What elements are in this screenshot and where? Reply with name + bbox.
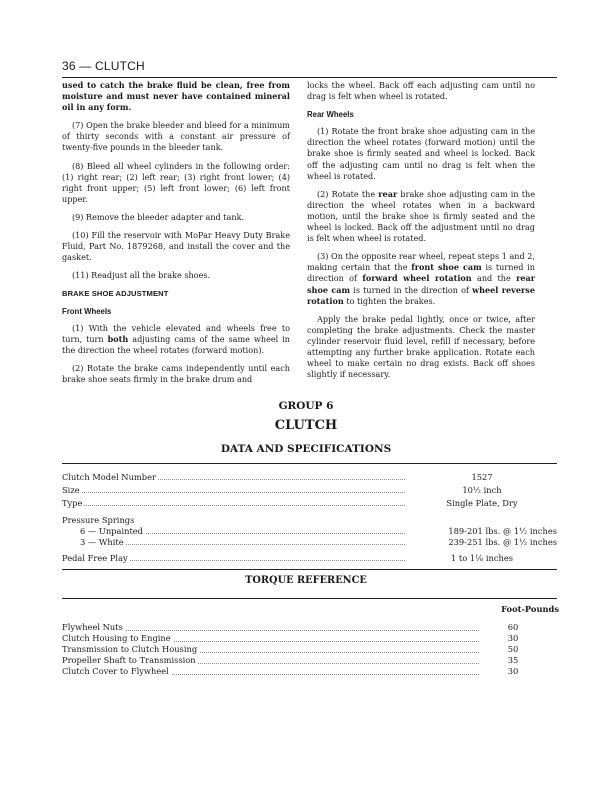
torque-unit-header: Foot-Pounds bbox=[501, 604, 559, 614]
front-step-2: (2) Rotate the brake cams independently until each brake shoe seats firmly in the brake drum and bbox=[62, 362, 290, 384]
step-11: (11) Readjust all the brake shoes. bbox=[72, 270, 211, 281]
text: brake shoe adjusting cam in the direction the wheel rotates when in a backward motion, until the brake shoe is firmly seated and the wheel is locked. Back off the adjustment until no drag is felt when wheel is rotated. bbox=[307, 188, 535, 244]
subheading-front-wheels: Front Wheels bbox=[62, 306, 112, 316]
torque-label: Clutch Housing to Engine bbox=[62, 633, 171, 643]
text: adjusting cams of the same wheel in the direction the wheel rotates (forward motion). bbox=[62, 333, 290, 355]
text: (3) On the opposite rear wheel, repeat steps 1 and 2, making certain that the bbox=[307, 251, 535, 273]
divider bbox=[62, 463, 557, 464]
rear-step-2 bbox=[307, 189, 535, 244]
torque-value: 35 bbox=[507, 655, 519, 665]
emphasis: front shoe cam bbox=[411, 262, 482, 273]
torque-row bbox=[62, 633, 557, 644]
group-label: GROUP 6 bbox=[278, 400, 334, 412]
right-column bbox=[307, 80, 535, 387]
section-heading-brake-shoe-adjustment: BRAKE SHOE ADJUSTMENT bbox=[62, 289, 169, 299]
spec-label: Pedal Free Play bbox=[62, 553, 128, 563]
front-step-1 bbox=[62, 323, 290, 356]
step-10: (10) Fill the reservoir with MoPar Heavy Duty Brake Fluid, Part No. 1879268, and install the cover and the gasket. bbox=[62, 230, 290, 263]
torque-row bbox=[62, 655, 557, 666]
step-9: (9) Remove the bleeder adapter and tank. bbox=[72, 211, 245, 222]
text: to tighten the brakes. bbox=[343, 295, 436, 306]
text: is turned in direction of bbox=[307, 262, 535, 284]
group-title: CLUTCH bbox=[274, 418, 338, 433]
spec-value: 1 to 1⅛ inches bbox=[451, 553, 513, 563]
torque-label: Transmission to Clutch Housing bbox=[62, 644, 198, 654]
emphasis: forward wheel rotation bbox=[362, 273, 472, 284]
divider bbox=[62, 598, 557, 599]
spec-value: 10½ inch bbox=[462, 485, 502, 495]
spec-row bbox=[62, 471, 557, 483]
step-8: (8) Bleed all wheel cylinders in the following order: (1) right rear; (2) left rear; (3) right front lower; (4) right front upper; (5) left front lower; (6) left front upper. bbox=[62, 160, 290, 204]
text: is turned in the direction of bbox=[350, 284, 473, 295]
spec-row bbox=[62, 497, 557, 509]
spec-value: 1527 bbox=[471, 472, 493, 482]
torque-label: Clutch Cover to Flywheel bbox=[62, 666, 169, 676]
emphasis: both bbox=[107, 333, 129, 344]
step-7: (7) Open the brake bleeder and bleed for a minimum of thirty seconds with a constant air pressure of twenty-five pounds in the bleeder tank. bbox=[62, 120, 290, 153]
spec-label: Type bbox=[62, 498, 83, 508]
torque-value: 50 bbox=[507, 644, 519, 654]
torque-value: 30 bbox=[507, 633, 519, 643]
spec-value: Single Plate, Dry bbox=[446, 498, 518, 508]
page-header bbox=[62, 59, 557, 78]
torque-row bbox=[62, 644, 557, 655]
spec-row bbox=[62, 536, 557, 548]
emphasis: rear bbox=[378, 188, 398, 199]
torque-row bbox=[62, 622, 557, 633]
leader-dots bbox=[80, 544, 405, 545]
final-instructions: Apply the brake pedal lightly, once or twice, after completing the brake adjustments. Check the master cylinder reservoir fluid level, refill if necessary, before attempting any further brake application. Rotate each wheel to make certain no drag exists. Back off shoes slightly if necessary. bbox=[307, 313, 535, 380]
spec-label: 6 — Unpainted bbox=[80, 526, 143, 536]
spec-label: Pressure Springs bbox=[62, 515, 135, 525]
emphasis: rear shoe cam bbox=[307, 273, 536, 295]
text: (2) Rotate the bbox=[317, 188, 379, 199]
emphasis: wheel reverse rotation bbox=[307, 284, 536, 306]
divider bbox=[62, 569, 557, 570]
torque-label: Flywheel Nuts bbox=[62, 622, 123, 632]
torque-row bbox=[62, 666, 557, 677]
torque-label: Propeller Shaft to Transmission bbox=[62, 655, 196, 665]
spec-label: 3 — White bbox=[80, 537, 124, 547]
intro-warning: used to catch the brake fluid be clean, free from moisture and must never have contained mineral oil in any form. bbox=[62, 80, 290, 113]
data-specs-heading: DATA AND SPECIFICATIONS bbox=[220, 443, 392, 455]
subheading-rear-wheels: Rear Wheels bbox=[307, 110, 354, 120]
left-column bbox=[62, 80, 290, 392]
continuation-text: locks the wheel. Back off each adjusting cam until no drag is felt when wheel is rotated. bbox=[307, 80, 535, 102]
spec-value: 239-251 lbs. @ 1½ inches bbox=[448, 537, 557, 547]
spec-label: Clutch Model Number bbox=[62, 472, 156, 482]
rear-step-1: (1) Rotate the front brake shoe adjusting cam in the direction the wheel rotates (forward motion) until the brake shoe is firmly seated and wheel is locked. Back off the adjusting cam until no drag is felt when the wheel is rotated. bbox=[307, 126, 535, 181]
leader-dots bbox=[62, 492, 405, 493]
spec-label: Size bbox=[62, 485, 80, 495]
text: and the bbox=[471, 273, 517, 284]
leader-dots bbox=[62, 505, 405, 506]
rear-step-3 bbox=[307, 251, 535, 306]
page-title: 36 — CLUTCH bbox=[62, 59, 145, 73]
spec-row bbox=[62, 484, 557, 496]
torque-value: 30 bbox=[507, 666, 519, 676]
text: (1) With the vehicle elevated and wheels free to turn, turn bbox=[62, 322, 290, 344]
torque-heading: TORQUE REFERENCE bbox=[245, 575, 367, 586]
spec-row bbox=[62, 552, 557, 564]
torque-value: 60 bbox=[507, 622, 519, 632]
spec-value: 189-201 lbs. @ 1½ inches bbox=[448, 526, 557, 536]
